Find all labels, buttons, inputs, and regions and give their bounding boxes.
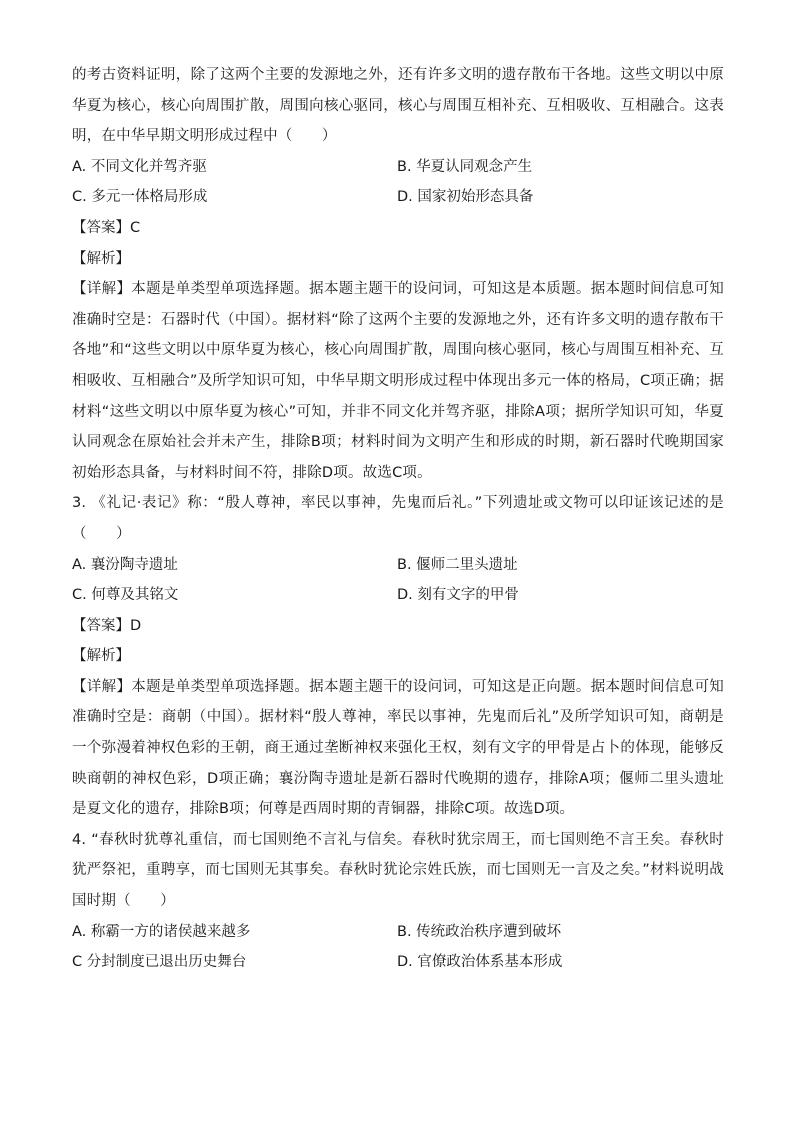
q2-detail: 【详解】本题是单类型单项选择题。据本题主题干的设问词，可知这是本质题。据本题时间信息可知准确时空是：石器时代（中国）。据材料“除了这两个主要的发源地之外，还有许多文明的遗存散布干各地”和“这些文明以中原华夏为核心，核心向周围扩散，周围向核心驱同，核心与周围互相补充、互相吸收、互相融合”及所学知识可知，中华早期文明形成过程中体现出多元一体的格局，C项正确；据材料“这些文明以中原华夏为核心”可知，并非不同文化并驾齐驱，排除A项；据所学知识可知，华夏认同观念在原始社会并未产生，排除B项；材料时间为文明产生和形成的时期，新石器时代晚期国家初始形态具备，与材料时间不符，排除D项。故选C项。 xyxy=(72,281,724,481)
q3-option-b: B. 偃师二里头遗址 xyxy=(397,556,518,573)
q2-option-b: B. 华夏认同观念产生 xyxy=(397,158,533,175)
q3-options-row-2 xyxy=(72,580,724,611)
q3-option-d: D. 刻有文字的甲骨 xyxy=(397,587,519,604)
q4-stem: 4. “春秋时犹尊礼重信，而七国则绝不言礼与信矣。春秋时犹宗周王，而七国则绝不言王矣。春秋时犹严祭祀，重聘享，而七国则无其事矣。春秋时犹论宗姓氏族，而七国则无一言及之矣。”材料说明战国时期（ ） xyxy=(72,831,724,910)
q4-option-b: B. 传统政治秩序遭到破坏 xyxy=(397,923,562,940)
q4-options-row-1 xyxy=(72,917,724,948)
q2-options-row-1 xyxy=(72,152,724,183)
q4-option-a: A. 称霸一方的诸侯越来越多 xyxy=(72,923,251,940)
q3-options-row-1 xyxy=(72,550,724,581)
q4-option-c: C 分封制度已退出历史舞台 xyxy=(72,954,247,971)
q2-options-row-2 xyxy=(72,182,724,213)
q3-option-c: C. 何尊及其铭文 xyxy=(72,587,179,604)
q2-stem-continued: 的考古资料证明，除了这两个主要的发源地之外，还有许多文明的遗存散布干各地。这些文明以中原华夏为核心，核心向周围扩散，周围向核心驱同，核心与周围互相补充、互相吸收、互相融合。这表明，在中华早期文明形成过程中（ ） xyxy=(72,67,724,145)
q2-option-a: A. 不同文化并驾齐驱 xyxy=(72,158,207,175)
q3-option-a: A. 襄汾陶寺遗址 xyxy=(72,556,178,573)
document-page xyxy=(72,62,724,978)
q2-option-c: C. 多元一体格局形成 xyxy=(72,189,208,206)
q3-analysis-label: 【解析】 xyxy=(72,648,130,665)
q3-detail: 【详解】本题是单类型单项选择题。据本题主题干的设问词，可知这是正向题。据本题时间信息可知准确时空是：商朝（中国）。据材料“殷人尊神，率民以事神，先鬼而后礼”及所学知识可知，商朝是一个弥漫着神权色彩的王朝，商王通过垄断神权来强化王权，刻有文字的甲骨是占卜的体现，能够反映商朝的神权色彩，D项正确；襄汾陶寺遗址是新石器时代晚期的遗存，排除A项；偃师二里头遗址是夏文化的遗存，排除B项；何尊是西周时期的青铜器，排除C项。故选D项。 xyxy=(72,678,724,818)
q2-analysis-label: 【解析】 xyxy=(72,250,130,267)
q3-answer: 【答案】D xyxy=(72,617,142,634)
q4-options-row-2 xyxy=(72,947,724,978)
q2-option-d: D. 国家初始形态具备 xyxy=(397,189,534,206)
q3-stem: 3. 《礼记·表记》称：“殷人尊神，率民以事神，先鬼而后礼。”下列遗址或文物可以印证该记述的是（ ） xyxy=(72,495,724,542)
q4-option-d: D. 官僚政治体系基本形成 xyxy=(397,954,563,971)
q2-answer: 【答案】C xyxy=(72,219,141,236)
